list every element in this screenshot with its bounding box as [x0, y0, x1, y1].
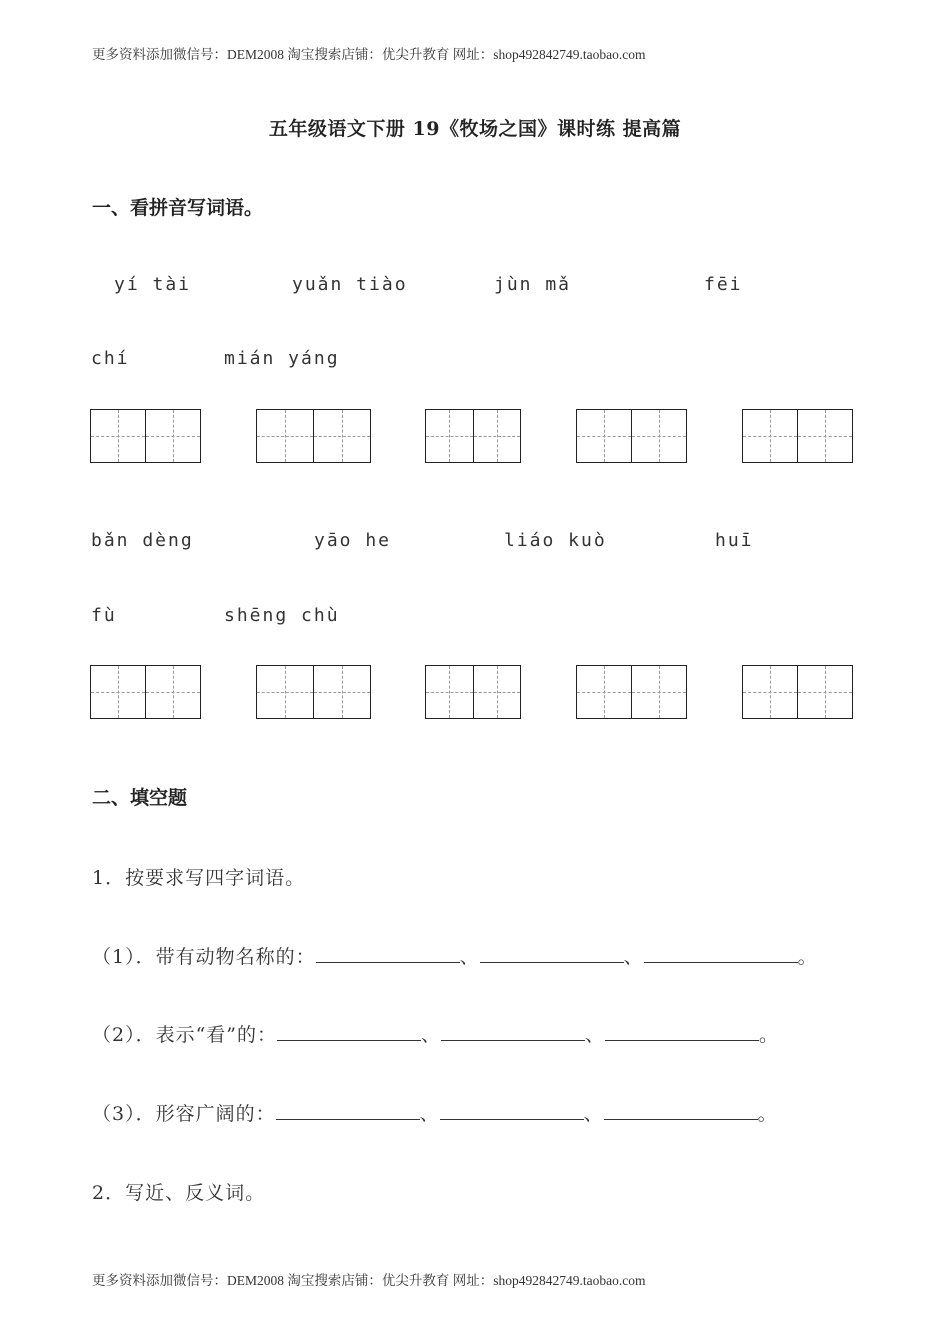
pinyin-6: mián yáng [224, 348, 340, 369]
pinyin-8: yāo he [314, 530, 392, 551]
answer-blank[interactable] [605, 1026, 759, 1041]
pinyin-5: chí [91, 348, 130, 369]
page-title: 五年级语文下册 19《牧场之国》课时练 提高篇 [268, 118, 682, 140]
end-mark: 。 [757, 1103, 778, 1125]
question-1-item-3 [92, 1099, 778, 1126]
tianzige-box[interactable] [742, 409, 853, 463]
separator: 、 [583, 1103, 604, 1125]
tianzige-box[interactable] [576, 409, 687, 463]
question-1-item-1 [92, 942, 818, 969]
separator: 、 [459, 946, 480, 968]
page-footer: 更多资料添加微信号：DEM2008 淘宝搜索店铺：优尖升教育 网址：shop492842749.taobao.com [92, 1273, 646, 1288]
answer-blank[interactable] [644, 948, 798, 963]
tianzige-box[interactable] [425, 665, 521, 719]
answer-blank[interactable] [276, 1105, 420, 1120]
question-1-item-2 [92, 1020, 779, 1047]
separator: 、 [421, 1024, 442, 1046]
section-1-heading: 一、看拼音写词语。 [92, 197, 264, 219]
tianzige-box[interactable] [90, 665, 201, 719]
pinyin-4: fēi [704, 274, 743, 295]
pinyin-9: liáo kuò [504, 530, 607, 551]
separator: 、 [585, 1024, 606, 1046]
item-label: （2）．表示“看”的： [92, 1024, 278, 1046]
question-2: 2．写近、反义词。 [92, 1182, 266, 1204]
tianzige-box[interactable] [256, 409, 371, 463]
pinyin-11: fù [91, 605, 117, 626]
item-label: （3）．形容广阔的： [92, 1103, 276, 1125]
separator: 、 [623, 946, 644, 968]
pinyin-7: bǎn dèng [91, 530, 194, 551]
item-label: （1）．带有动物名称的： [92, 946, 316, 968]
section-2-heading: 二、填空题 [92, 787, 188, 809]
end-mark: 。 [797, 946, 818, 968]
tianzige-box[interactable] [256, 665, 371, 719]
question-1: 1．按要求写四字词语。 [92, 867, 306, 889]
answer-blank[interactable] [604, 1105, 758, 1120]
pinyin-12: shēng chù [224, 605, 340, 626]
answer-blank[interactable] [440, 1105, 584, 1120]
separator: 、 [419, 1103, 440, 1125]
end-mark: 。 [759, 1024, 780, 1046]
pinyin-2: yuǎn tiào [292, 274, 408, 295]
answer-blank[interactable] [277, 1026, 421, 1041]
tianzige-box[interactable] [425, 409, 521, 463]
answer-blank[interactable] [480, 948, 624, 963]
answer-blank[interactable] [316, 948, 460, 963]
pinyin-10: huī [715, 530, 754, 551]
tianzige-box[interactable] [90, 409, 201, 463]
pinyin-1: yí tài [114, 274, 192, 295]
tianzige-box[interactable] [576, 665, 687, 719]
answer-blank[interactable] [441, 1026, 585, 1041]
pinyin-3: jùn mǎ [494, 274, 572, 295]
tianzige-box[interactable] [742, 665, 853, 719]
page-header: 更多资料添加微信号：DEM2008 淘宝搜索店铺：优尖升教育 网址：shop492842749.taobao.com [92, 47, 646, 62]
